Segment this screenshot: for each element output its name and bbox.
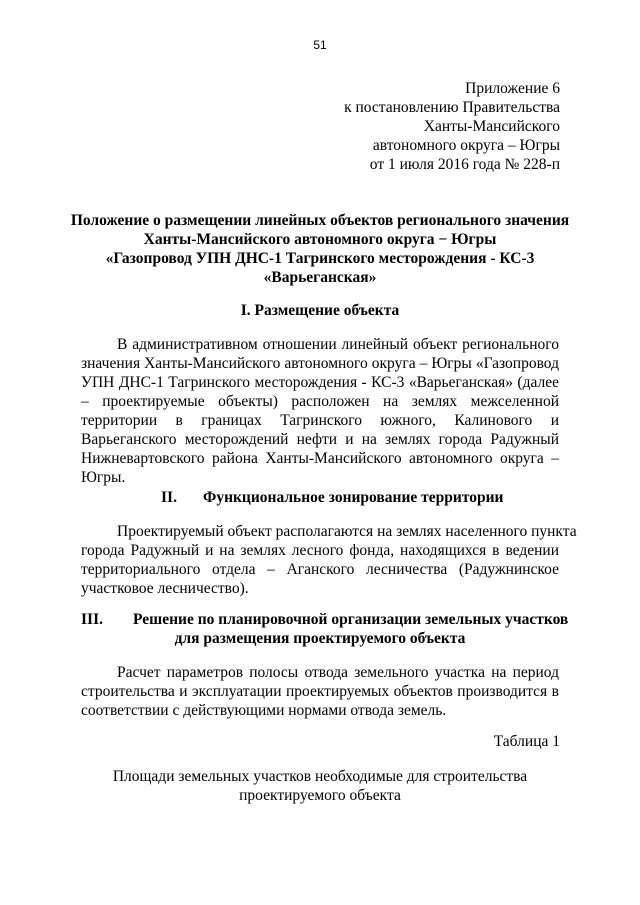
paragraph-line: территории в границах Тагринского южного, Калинового и [81, 412, 559, 429]
paragraph-line: города Радужный и на землях лесного фонда, находящихся в ведении [81, 542, 559, 559]
paragraph-line: участковое лесничество). [81, 580, 249, 597]
section-2-heading: Функциональное зонирование территории [203, 489, 504, 506]
section-3-numeral: III. [81, 611, 103, 628]
caption-line: проектируемого объекта [239, 787, 401, 804]
paragraph-line: строительства и эксплуатации проектируемых объектов производится в [81, 683, 559, 700]
paragraph-line: соответствии с действующими нормами отвода земель. [81, 702, 447, 719]
table-caption [60, 767, 580, 805]
title-line: «Газопровод УПН ДНС-1 Тагринского месторождения - КС-3 [105, 250, 535, 267]
caption-line: Площади земельных участков необходимые для строительства [112, 768, 528, 785]
appendix-line: Приложение 6 [465, 80, 560, 97]
section-2-numeral: II. [161, 489, 177, 506]
appendix-line: Ханты-Мансийского [423, 118, 560, 135]
title-line: «Варьеганская» [263, 269, 377, 286]
section-2-paragraph [81, 522, 577, 598]
paragraph-line: Югры. [81, 469, 126, 486]
section-3-heading-line-2: для размещения проектируемого объекта [174, 630, 466, 647]
appendix-block [344, 79, 560, 174]
section-3-paragraph [81, 663, 559, 720]
section-1-paragraph [81, 335, 559, 487]
paragraph-line: территориального отдела – Аганского лесничества (Радужнинское [81, 561, 559, 578]
paragraph-line: В административном отношении линейный объект регионального [117, 336, 559, 353]
appendix-line: от 1 июля 2016 года № 228-п [369, 156, 560, 173]
paragraph-line: УПН ДНС-1 Тагринского месторождения - КС-3 «Варьеганская» (далее [81, 374, 559, 391]
section-3-heading-line-1: Решение по планировочной организации земельных участков [133, 611, 569, 628]
paragraph-line: Варьеганского месторождений нефти и на землях города Радужный [81, 431, 559, 448]
paragraph-line: Расчет параметров полосы отвода земельного участка на период [117, 664, 559, 681]
appendix-line: к постановлению Правительства [344, 99, 560, 116]
document-title [60, 211, 580, 287]
section-1-heading: I. Размещение объекта [240, 302, 400, 319]
title-line: Ханты-Мансийского автономного округа − Югры [143, 231, 497, 248]
paragraph-line: Нижневартовского района Ханты-Мансийского автономного округа – [81, 450, 559, 467]
paragraph-line: Проектируемый объект располагаются на землях населенного пункта [117, 523, 577, 540]
page-number: 51 [313, 38, 327, 52]
title-line: Положение о размещении линейных объектов регионального значения [70, 212, 570, 229]
appendix-line: автономного округа – Югры [372, 137, 560, 154]
paragraph-line: значения Ханты-Мансийского автономного округа – Югры «Газопровод [81, 355, 559, 372]
paragraph-line: – проектируемые объекты) расположен на землях межселенной [81, 393, 559, 410]
table-label: Таблица 1 [493, 733, 560, 750]
